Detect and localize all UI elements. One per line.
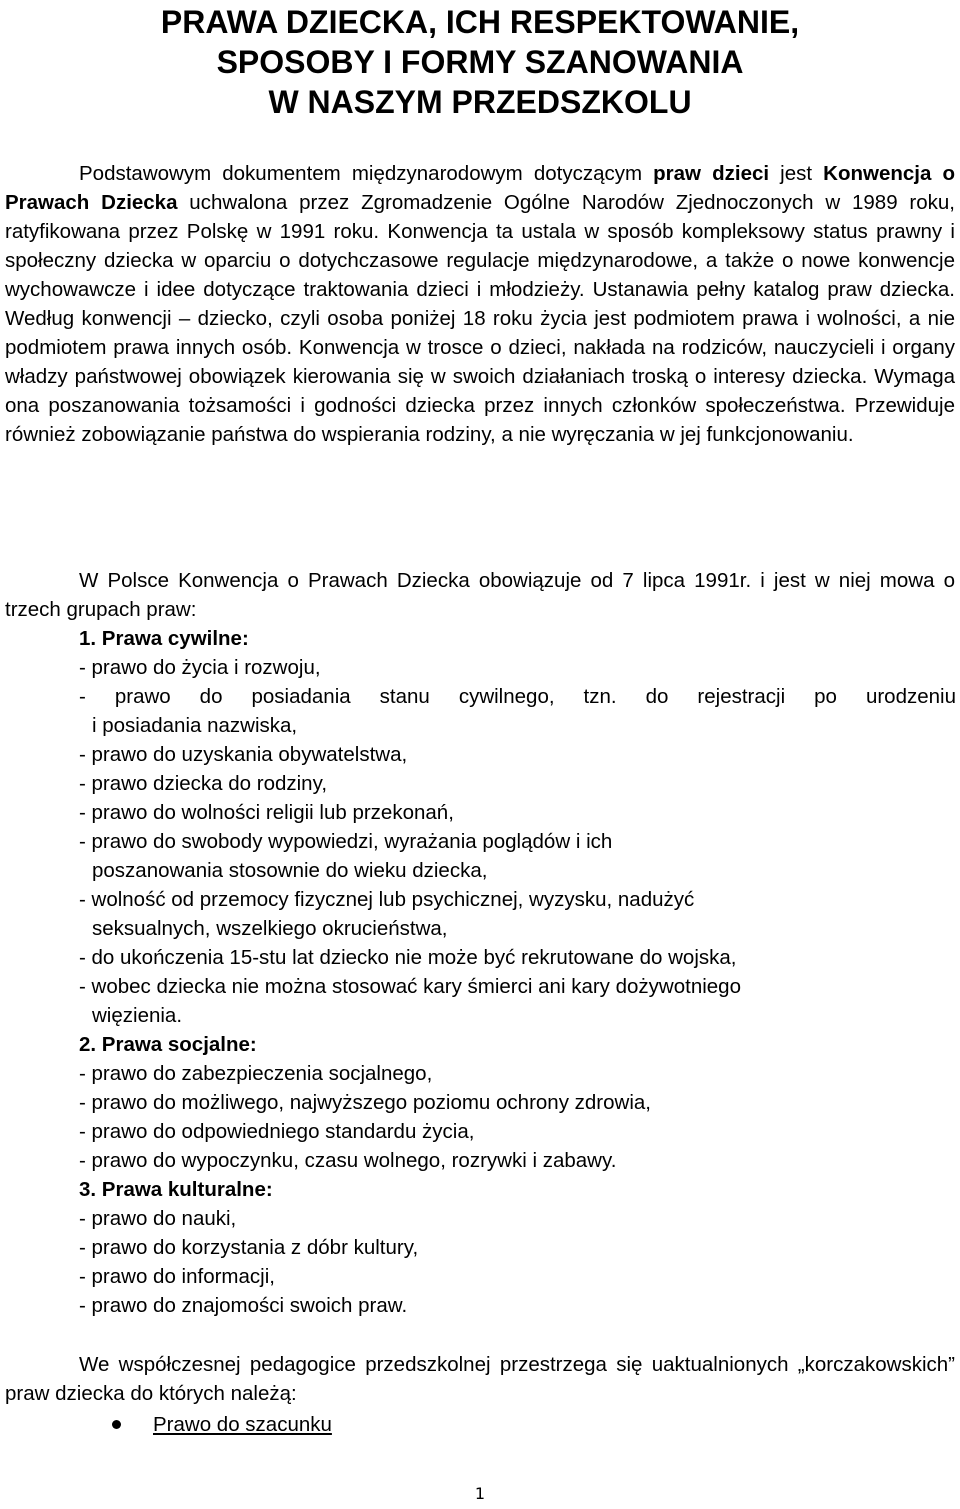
civil-rights-list xyxy=(79,624,956,1320)
social-rights-heading: 2. Prawa socjalne: xyxy=(79,1033,257,1056)
bullet-item-label: Prawo do szacunku xyxy=(153,1413,332,1436)
intro-bold-2: Konwencja o Prawach Dziecka xyxy=(5,162,955,214)
list-item: - prawo do zabezpieczenia socjalnego, xyxy=(79,1062,433,1085)
intro-text-3: uchwalona przez Zgromadzenie Ogólne Narodów Zjednoczonych w 1989 roku, ratyfikowana przez Polskę w 1991 roku. Konwencja ta ustala w sposób kompleksowy status prawny i społeczny dziecka w oparciu o dotychczasowe regulacje międzynarodowe, a także o nowe konwencje wychowawcze i idee dotyczące traktowania dzieci i młodzieży. Ustanawia pełny katalog praw dziecka. Według konwencji – dziecko, czyli osoba poniżej 18 roku życia jest podmiotem prawa i wolności, a nie podmiotem prawa innych osób. Konwencja w trosce o dzieci, nakłada na rodziców, nauczycieli i organy władzy państwowej obowiązek kierowania się w swoich działaniach troską o interesy dziecka. Wymaga ona poszanowania tożsamości i godności dziecka przez innych członków społeczeństwa. Przewiduje również zobowiązanie państwa do wspierania rodziny, a nie wyręczania w jej funkcjonowaniu. xyxy=(5,191,955,446)
list-item: - do ukończenia 15-stu lat dziecko nie może być rekrutowane do wojska, xyxy=(79,946,737,969)
list-item: - prawo do informacji, xyxy=(79,1265,275,1288)
list-item: - prawo do odpowiedniego standardu życia, xyxy=(79,1120,475,1143)
list-item-continuation: poszanowania stosownie do wieku dziecka, xyxy=(92,859,488,882)
list-item: - wolność od przemocy fizycznej lub psychicznej, wyzysku, nadużyć xyxy=(79,888,695,911)
intro-bold-1: praw dzieci xyxy=(653,162,770,185)
list-item-continuation: więzienia. xyxy=(92,1004,183,1027)
poland-text: W Polsce Konwencja o Prawach Dziecka obowiązuje od 7 lipca 1991r. i jest w niej mowa o trzech grupach praw: xyxy=(5,569,955,621)
list-item: - prawo do swobody wypowiedzi, wyrażania poglądów i ich xyxy=(79,830,613,853)
list-item: - prawo dziecka do rodziny, xyxy=(79,772,328,795)
list-item: - prawo do nauki, xyxy=(79,1207,237,1230)
title-line-2: SPOSOBY I FORMY SZANOWANIA xyxy=(216,44,744,80)
list-item: - prawo do korzystania z dóbr kultury, xyxy=(79,1236,419,1259)
pedagogy-text: We współczesnej pedagogice przedszkolnej przestrzega się uaktualnionych „korczakowskich” praw dziecka do których należą: xyxy=(5,1353,955,1405)
list-item: - prawo do życia i rozwoju, xyxy=(79,656,321,679)
document-title xyxy=(0,2,960,122)
list-item: - prawo do możliwego, najwyższego poziomu ochrony zdrowia, xyxy=(79,1091,651,1114)
intro-paragraph xyxy=(5,159,955,449)
title-line-3: W NASZYM PRZEDSZKOLU xyxy=(268,84,692,120)
list-item-continuation: seksualnych, wszelkiego okrucieństwa, xyxy=(92,917,448,940)
pedagogy-paragraph xyxy=(5,1350,955,1408)
intro-text-2: jest xyxy=(769,162,824,185)
list-item: - prawo do uzyskania obywatelstwa, xyxy=(79,743,408,766)
list-item: - prawo do znajomości swoich praw. xyxy=(79,1294,408,1317)
list-item: - prawo do wypoczynku, czasu wolnego, rozrywki i zabawy. xyxy=(79,1149,617,1172)
bullet-dot-icon xyxy=(112,1420,121,1429)
cultural-rights-heading: 3. Prawa kulturalne: xyxy=(79,1178,273,1201)
intro-text-1: Podstawowym dokumentem międzynarodowym dotyczącym xyxy=(79,162,654,185)
title-line-1: PRAWA DZIECKA, ICH RESPEKTOWANIE, xyxy=(160,4,800,40)
page-number: 1 xyxy=(474,1484,486,1503)
list-item: - wobec dziecka nie można stosować kary śmierci ani kary dożywotniego xyxy=(79,975,741,998)
civil-rights-heading: 1. Prawa cywilne: xyxy=(79,627,249,650)
list-item: - prawo do posiadania stanu cywilnego, tzn. do rejestracji po urodzeniu xyxy=(79,685,956,708)
list-item: - prawo do wolności religii lub przekonań, xyxy=(79,801,454,824)
poland-paragraph xyxy=(5,566,955,624)
list-item-continuation: i posiadania nazwiska, xyxy=(92,714,298,737)
